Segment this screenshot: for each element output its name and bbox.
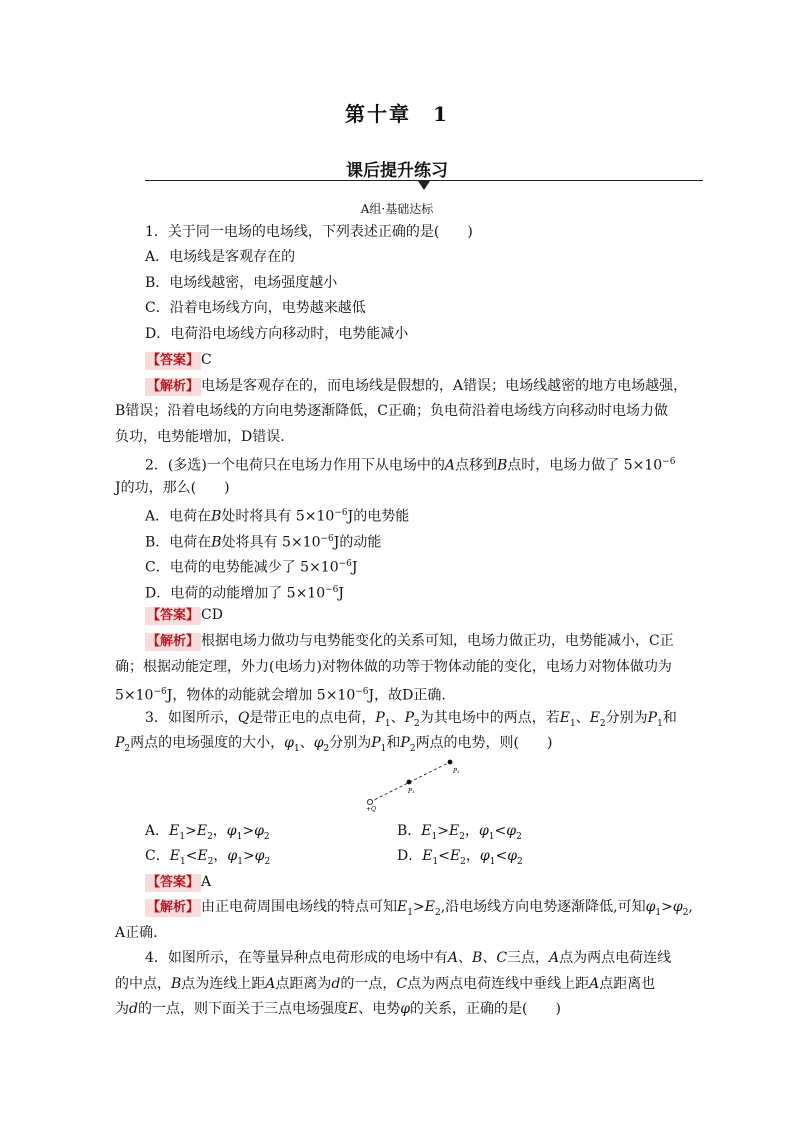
- analysis-tag: 【解析】: [147, 634, 200, 649]
- q1-option-b: B．电场线越密，电场强度越小: [145, 275, 338, 291]
- analysis-tag: 【解析】: [147, 900, 200, 915]
- q1-analysis-line2: B错误；沿着电场线的方向电势逐渐降低，C正确；负电荷沿着电场线方向移动时电场力做: [115, 403, 668, 419]
- q3-option-c: C．$E_1<E_2$，$\varphi_1>\varphi_2$: [145, 848, 271, 867]
- q1-stem: 1．关于同一电场的电场线，下列表述正确的是( ): [145, 224, 473, 240]
- q3-answer-value: A: [201, 874, 212, 890]
- q2-analysis-line2: 确；根据动能定理，外力(电场力)对物体做的功等于物体动能的变化，电场力对物体做功为: [115, 659, 672, 675]
- q2-option-b: B．电荷在B处将具有 $5\times 10^{-6}J$的动能: [145, 534, 382, 551]
- p1-point: [407, 780, 412, 785]
- q4-stem-line1: 4．如图所示，在等量异种点电荷形成的电场中有A、B、C三点，A点为两点电荷连线: [145, 950, 672, 966]
- q3-analysis-line1: 【解析】 由正电荷周围电场线的特点可知$E_1>E_2$,沿电场线方向电势逐渐降低,可知$\varphi_1>\varphi_2$,: [147, 899, 693, 918]
- p1-label: P₁: [408, 788, 415, 795]
- charge-q-point: [367, 799, 372, 804]
- triangle-marker-icon: [418, 181, 430, 190]
- q3-analysis-line2: A正确.: [115, 925, 158, 941]
- q4-stem-line3: 为d的一点，则下面关于三点电场强度E、电势φ的关系，正确的是( ): [115, 1001, 561, 1017]
- q2-stem-line2: J的功，那么( ): [115, 480, 230, 496]
- q1-option-a: A．电场线是客观存在的: [145, 249, 296, 265]
- q1-analysis-line3: 负功，电势能增加，D错误.: [115, 429, 285, 445]
- q3-option-d: D．$E_1<E_2$，$\varphi_1<\varphi_2$: [397, 848, 523, 867]
- group-label: A组·基础达标: [360, 202, 434, 216]
- p2-point: [448, 760, 453, 765]
- q2-option-c: C．电荷的电势能减少了 $5\times 10^{-6}J$: [145, 559, 358, 576]
- q-label: +Q: [366, 806, 376, 812]
- q3-option-b: B．$E_1>E_2$，$\varphi_1<\varphi_2$: [397, 823, 522, 842]
- answer-tag: 【答案】: [147, 608, 200, 623]
- q4-stem-line2: 的中点，B点为连线上距A点距离为d的一点，C点为两点电荷连线中垂线上距A点距离也: [115, 976, 656, 992]
- q3-diagram: [360, 756, 470, 812]
- q2-stem-line1: 2．(多选)一个电荷只在电场力作用下从电场中的A点移到B点时，电场力做了 $5\times 10^{-6}$: [145, 457, 676, 474]
- q2-analysis-line3: $5\times 10^{-6}J$，物体的动能就会增加 $5\times 10^{-6}J$，故D正确.: [115, 687, 446, 704]
- q3-option-a: A．$E_1>E_2$，$\varphi_1>\varphi_2$: [145, 823, 270, 842]
- q2-answer-value: CD: [201, 607, 223, 623]
- q2-option-a: A．电荷在B处时将具有 $5\times 10^{-6}J$的电势能: [145, 508, 410, 525]
- q1-analysis-line1: 【解析】 电场是客观存在的，而电场线是假想的，A错误；电场线越密的地方电场越强，: [147, 378, 688, 394]
- q1-answer-value: C: [201, 352, 212, 368]
- q2-answer: [145, 606, 223, 625]
- q3-answer: [145, 873, 211, 892]
- q2-analysis-line1: 【解析】 根据电场力做功与电势能变化的关系可知，电场力做正功，电势能减小，C正: [147, 633, 674, 649]
- section-title: 课后提升练习: [346, 161, 448, 181]
- chapter-title: 第十章 1: [345, 102, 449, 126]
- answer-tag: 【答案】: [147, 875, 200, 890]
- p2-label: P₂: [453, 768, 460, 775]
- q3-stem-line2: $P_2$两点的电场强度的大小，$\varphi_1$、$\varphi_2$分别为$P_1$和$P_2$两点的电势，则( ): [115, 735, 553, 754]
- q3-stem-line1: 3．如图所示，Q是带正电的点电荷，$P_1$、$P_2$为其电场中的两点，若$E_1$、$E_2$分别为$P_1$和: [145, 710, 677, 729]
- q2-option-d: D．电荷的动能增加了 $5\times 10^{-6}J$: [145, 585, 345, 602]
- answer-tag: 【答案】: [147, 353, 200, 368]
- analysis-tag: 【解析】: [147, 379, 200, 394]
- q1-answer: [145, 351, 212, 370]
- q1-option-c: C．沿着电场线方向，电势越来越低: [145, 300, 366, 316]
- q1-option-d: D．电荷沿电场线方向移动时，电势能减小: [145, 326, 409, 342]
